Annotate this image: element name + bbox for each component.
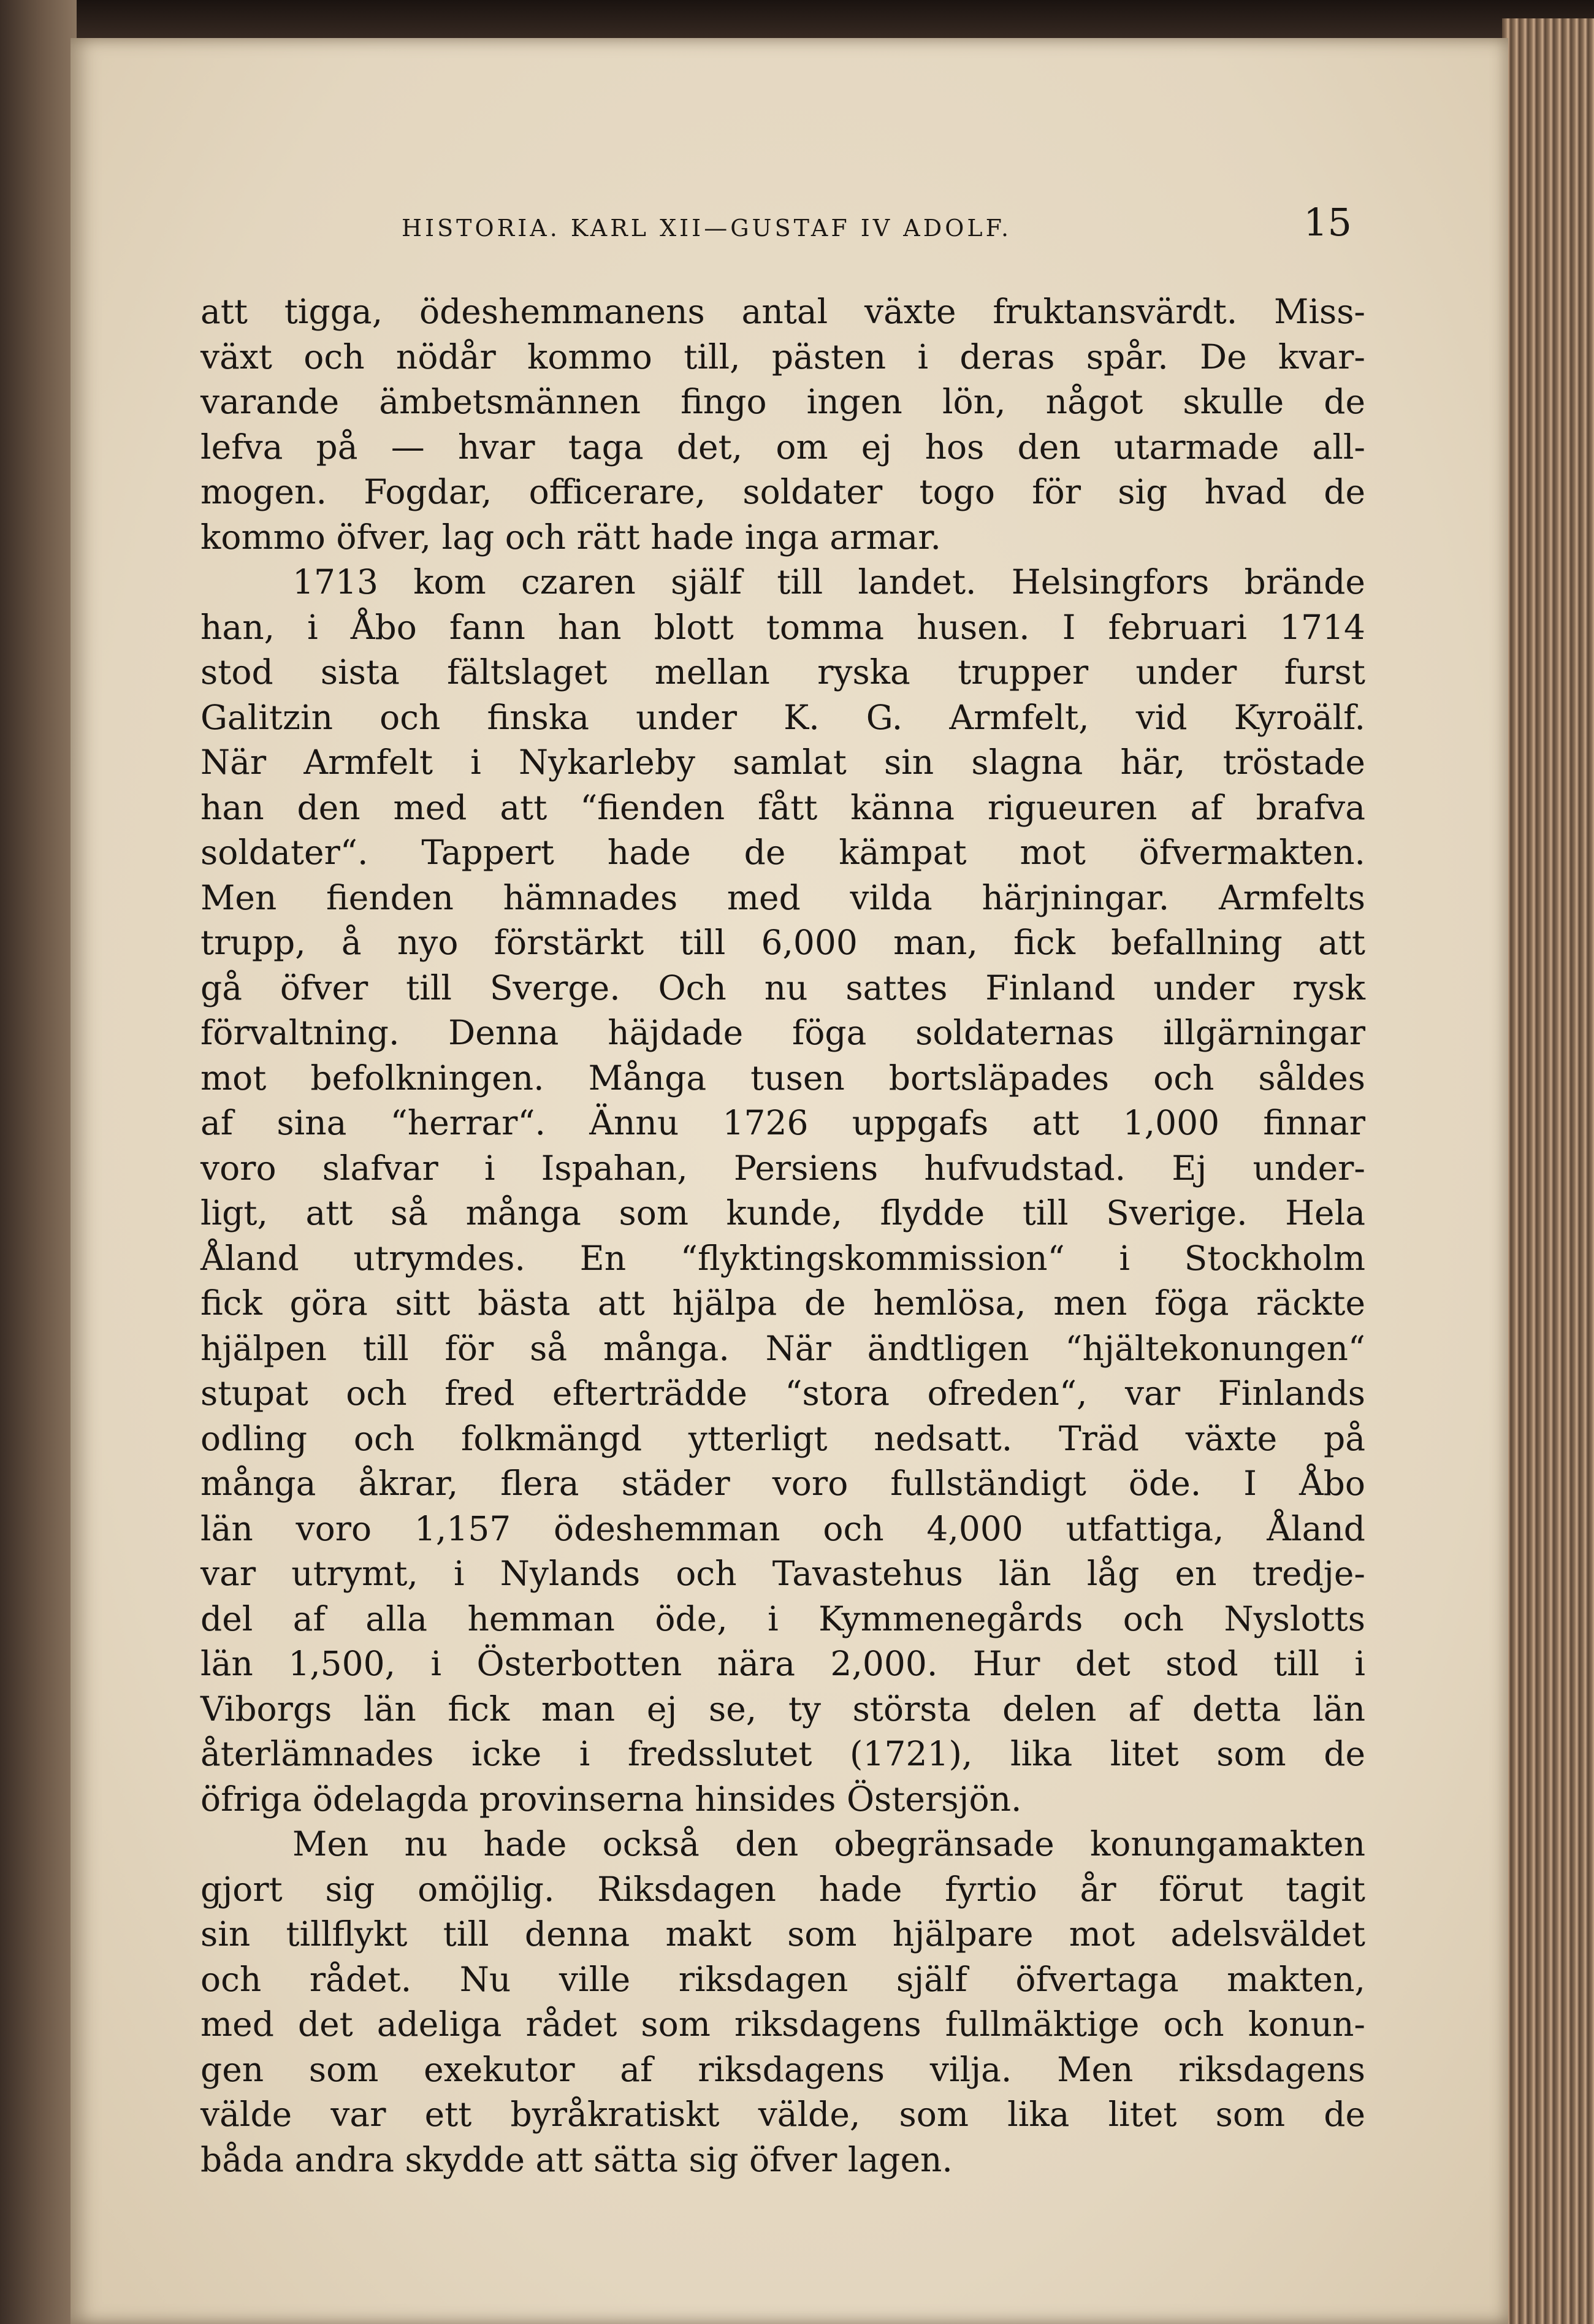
paragraph-2	[200, 560, 1365, 1822]
text-line: förvaltning. Denna häjdade föga soldaternas illgärningar	[200, 1013, 1365, 1052]
text-line: voro slafvar i Ispahan, Persiens hufvudstad. Ej under-	[200, 1148, 1365, 1188]
paragraph-1	[200, 289, 1365, 560]
text-line: Men fienden hämnades med vilda härjningar. Armfelts	[200, 877, 1365, 917]
text-line: trupp, å nyo förstärkt till 6,000 man, fick befallning att	[200, 923, 1365, 962]
text-line: län 1,500, i Österbotten nära 2,000. Hur det stod till i	[200, 1644, 1365, 1683]
text-line: ligt, att så många som kunde, flydde till Sverige. Hela	[200, 1193, 1365, 1233]
running-title: HISTORIA. KARL XII—GUSTAF IV ADOLF.	[402, 215, 1012, 242]
text-line: del af alla hemman öde, i Kymmenegårds och Nyslotts	[200, 1599, 1365, 1638]
text-line: och rådet. Nu ville riksdagen själf öfvertaga makten,	[200, 1959, 1365, 1999]
text-line: af sina “herrar“. Ännu 1726 uppgafs att 1,000 finnar	[200, 1103, 1365, 1142]
text-line: mogen. Fogdar, officerare, soldater togo för sig hvad de	[200, 472, 1365, 511]
text-line: gå öfver till Sverge. Och nu sattes Finland under rysk	[200, 968, 1365, 1007]
text-line: gjort sig omöjlig. Riksdagen hade fyrtio år förut tagit	[200, 1869, 1365, 1909]
text-line: soldater“. Tappert hade de kämpat mot öfvermakten.	[200, 833, 1365, 872]
page-number: 15	[1303, 200, 1352, 245]
text-line: gen som exekutor af riksdagens vilja. Men riksdagens	[200, 2049, 1365, 2089]
text-line: var utrymt, i Nylands och Tavastehus län låg en tredje-	[200, 1554, 1365, 1593]
text-line: återlämnades icke i fredsslutet (1721), lika litet som de	[200, 1734, 1365, 1773]
book-page	[71, 38, 1508, 2324]
text-line: mot befolkningen. Många tusen bortsläpades och såldes	[200, 1058, 1365, 1098]
body-text	[200, 289, 1365, 2182]
text-line: sin tillflykt till denna makt som hjälpare mot adelsväldet	[200, 1914, 1365, 1954]
text-line: varande ämbetsmännen fingo ingen lön, något skulle de	[200, 382, 1365, 421]
text-line: län voro 1,157 ödeshemman och 4,000 utfattiga, Åland	[200, 1508, 1365, 1548]
text-line: Galitzin och finska under K. G. Armfelt, vid Kyroälf.	[200, 697, 1365, 737]
text-line: båda andra skydde att sätta sig öfver lagen.	[200, 2139, 953, 2179]
text-line: hjälpen till för så många. När ändtligen “hjältekonungen“	[200, 1328, 1365, 1368]
text-line: välde var ett byråkratiskt välde, som lika litet som de	[200, 2095, 1365, 2134]
text-line: 1713 kom czaren själf till landet. Helsingfors brände	[292, 562, 1365, 602]
book-binding-top	[0, 0, 1594, 43]
text-line: många åkrar, flera städer voro fullständigt öde. I Åbo	[200, 1464, 1365, 1503]
text-line: stupat och fred efterträdde “stora ofreden“, var Finlands	[200, 1374, 1365, 1413]
text-line: Viborgs län fick man ej se, ty största delen af detta län	[200, 1689, 1365, 1729]
text-line: odling och folkmängd ytterligt nedsatt. Träd växte på	[200, 1418, 1365, 1458]
book-spine	[0, 0, 77, 2324]
page-header	[402, 191, 1352, 247]
text-line: med det adeliga rådet som riksdagens fullmäktige och konun-	[200, 2005, 1365, 2044]
text-line: växt och nödår kommo till, pästen i deras spår. De kvar-	[200, 337, 1365, 377]
text-line: Åland utrymdes. En “flyktingskommission“ i Stockholm	[200, 1238, 1365, 1278]
page-edges	[1502, 18, 1594, 2324]
text-line: Men nu hade också den obegränsade konungamakten	[292, 1824, 1365, 1863]
text-line: han den med att “fienden fått känna rigueuren af brafva	[200, 787, 1365, 827]
text-line: kommo öfver, lag och rätt hade inga armar.	[200, 517, 942, 557]
paragraph-3	[200, 1822, 1365, 2182]
text-line: att tigga, ödeshemmanens antal växte fruktansvärdt. Miss-	[200, 292, 1365, 331]
text-line: öfriga ödelagda provinserna hinsides Östersjön.	[200, 1779, 1022, 1819]
text-line: han, i Åbo fann han blott tomma husen. I februari 1714	[200, 607, 1365, 647]
text-line: fick göra sitt bästa att hjälpa de hemlösa, men föga räckte	[200, 1283, 1365, 1323]
text-line: När Armfelt i Nykarleby samlat sin slagna här, tröstade	[200, 743, 1365, 782]
text-line: lefva på — hvar taga det, om ej hos den utarmade all-	[200, 427, 1365, 467]
text-line: stod sista fältslaget mellan ryska trupper under furst	[200, 652, 1365, 692]
